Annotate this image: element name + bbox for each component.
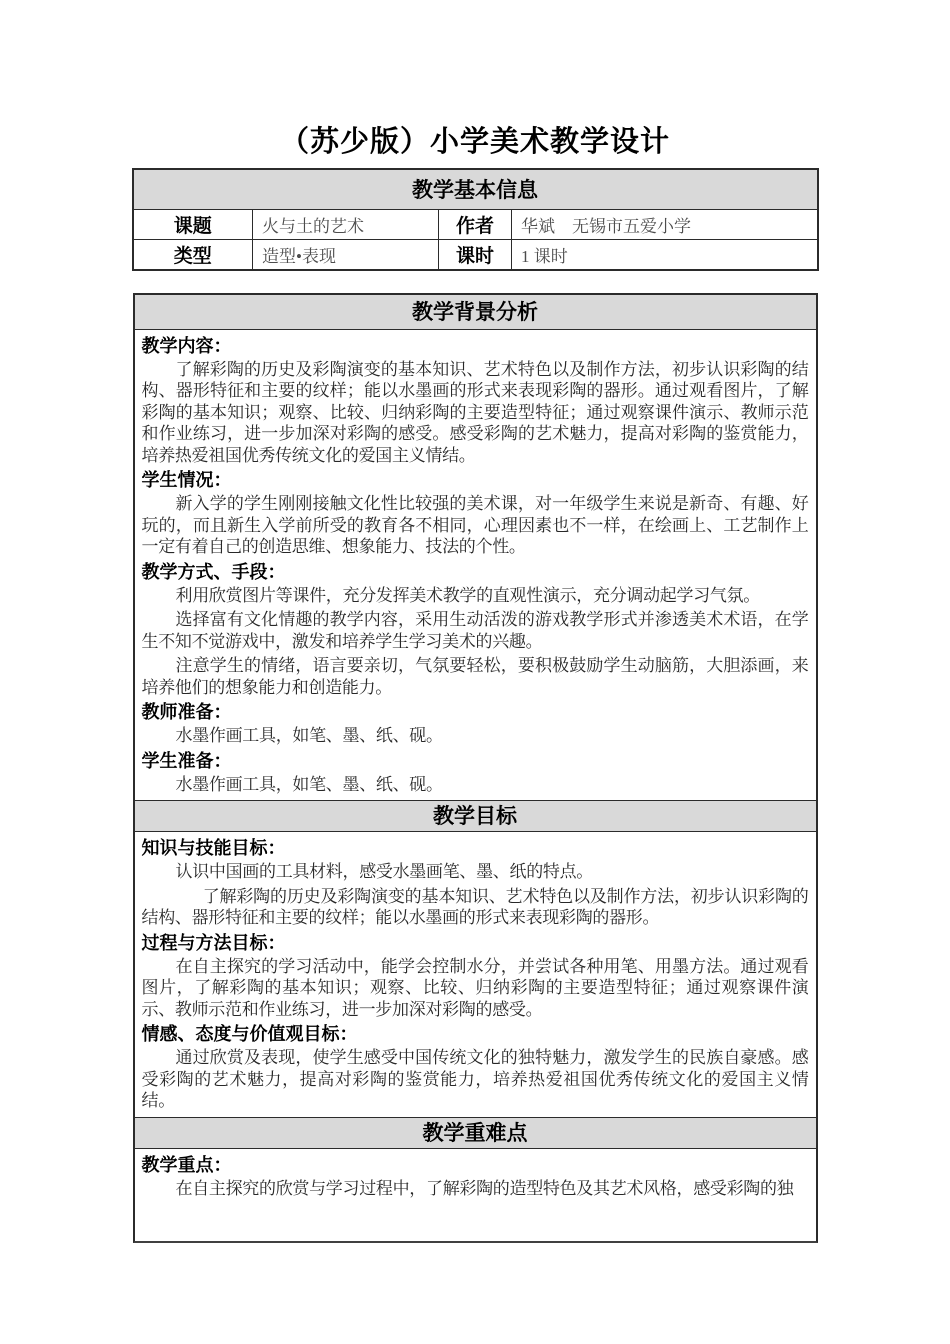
para-teaching-methods-1: 利用欣赏图片等课件，充分发挥美术教学的直观性演示，充分调动起学习气氛。 — [175, 585, 760, 605]
para-knowledge-skills-goal-2: 了解彩陶的历史及彩陶演变的基本知识、艺术特色以及制作方法，初步认识彩陶的结构、器形特征和主要的纹样；能以水墨画的形式来表现彩陶的器形。 — [141, 886, 809, 927]
para-process-method-goal: 在自主探究的学习活动中，能学会控制水分，并尝试各种用笔、用墨方法。通过观看图片，了解彩陶的基本知识；观察、比较、归纳彩陶的主要造型特征；通过观察课件演示、教师示范和作业练习，进一步加深对彩陶的感受。 — [141, 956, 809, 1019]
table-row — [133, 209, 818, 239]
para-teaching-methods-3: 注意学生的情绪，语言要亲切，气氛要轻松，要积极鼓励学生动脑筋，大胆添画，来培养他们的想象能力和创造能力。 — [141, 656, 809, 697]
period-value: 1 课时 — [512, 239, 818, 270]
author-value: 华斌 无锡市五爱小学 — [512, 209, 818, 239]
para-teaching-methods-2: 选择富有文化情趣的教学内容，采用生动活泼的游戏教学形式并渗透美术术语，在学生不知不觉游戏中，激发和培养学生学习美术的兴趣。 — [141, 610, 809, 651]
para-teaching-key-point: 在自主探究的欣赏与学习过程中，了解彩陶的造型特色及其艺术风格，感受彩陶的独 — [175, 1178, 794, 1198]
section-header-teaching-goals: 教学目标 — [135, 800, 816, 832]
heading-student-situation: 学生情况： — [141, 470, 232, 490]
basic-info-header: 教学基本信息 — [133, 169, 818, 209]
heading-student-preparation: 学生准备： — [141, 750, 232, 771]
heading-teaching-key-point: 教学重点： — [141, 1154, 232, 1175]
para-student-preparation: 水墨作画工具，如笔、墨、纸、砚。 — [175, 774, 443, 794]
type-label: 类型 — [133, 239, 253, 270]
type-value: 造型•表现 — [253, 239, 439, 270]
para-teacher-preparation: 水墨作画工具，如笔、墨、纸、砚。 — [175, 726, 443, 745]
topic-value: 火与土的艺术 — [253, 209, 439, 239]
heading-process-method-goal: 过程与方法目标： — [141, 932, 286, 953]
section-body-background-analysis — [135, 330, 816, 801]
period-label: 课时 — [439, 239, 512, 270]
para-teaching-content: 了解彩陶的历史及彩陶演变的基本知识、艺术特色以及制作方法，初步认识彩陶的结构、器形特征和主要的纹样；能以水墨画的形式来表现彩陶的器形。通过观看图片，了解彩陶的基本知识；观察、比较、归纳彩陶的主要造型特征；通过观察课件演示、教师示范和作业练习，进一步加深对彩陶的感受。感受彩陶的艺术魅力，提高对彩陶的鉴赏能力，培养热爱祖国优秀传统文化的爱国主义情结。 — [141, 359, 809, 465]
heading-teaching-content: 教学内容： — [141, 335, 232, 356]
para-knowledge-skills-goal-1: 认识中国画的工具材料，感受水墨画笔、墨、纸的特点。 — [175, 862, 593, 881]
basic-info-header-row — [133, 169, 818, 209]
main-content-table — [133, 293, 818, 1243]
section-body-key-difficult-points — [135, 1149, 816, 1205]
topic-label: 课题 — [133, 209, 253, 239]
table-row — [133, 239, 818, 270]
section-body-teaching-goals — [135, 832, 816, 1117]
basic-info-table — [132, 168, 819, 271]
page-title: （苏少版）小学美术教学设计 — [279, 126, 670, 158]
para-emotion-attitude-goal: 通过欣赏及表现，使学生感受中国传统文化的独特魅力，激发学生的民族自豪感。感受彩陶的艺术魅力，提高对彩陶的鉴赏能力，培养热爱祖国优秀传统文化的爱国主义情结。 — [141, 1048, 809, 1110]
para-student-situation: 新入学的学生刚刚接触文化性比较强的美术课，对一年级学生来说是新奇、有趣、好玩的，而且新生入学前所受的教育各不相同，心理因素也不一样，在绘画上、工艺制作上一定有着自己的创造思维、想象能力、技法的个性。 — [141, 494, 809, 556]
section-header-background-analysis: 教学背景分析 — [135, 295, 816, 330]
heading-emotion-attitude-goal: 情感、态度与价值观目标： — [141, 1024, 358, 1044]
author-label: 作者 — [439, 209, 512, 239]
heading-teacher-preparation: 教师准备： — [141, 702, 232, 722]
heading-teaching-methods: 教学方式、手段： — [141, 561, 286, 582]
section-header-key-difficult-points: 教学重难点 — [135, 1117, 816, 1149]
heading-knowledge-skills-goal: 知识与技能目标： — [141, 838, 286, 858]
